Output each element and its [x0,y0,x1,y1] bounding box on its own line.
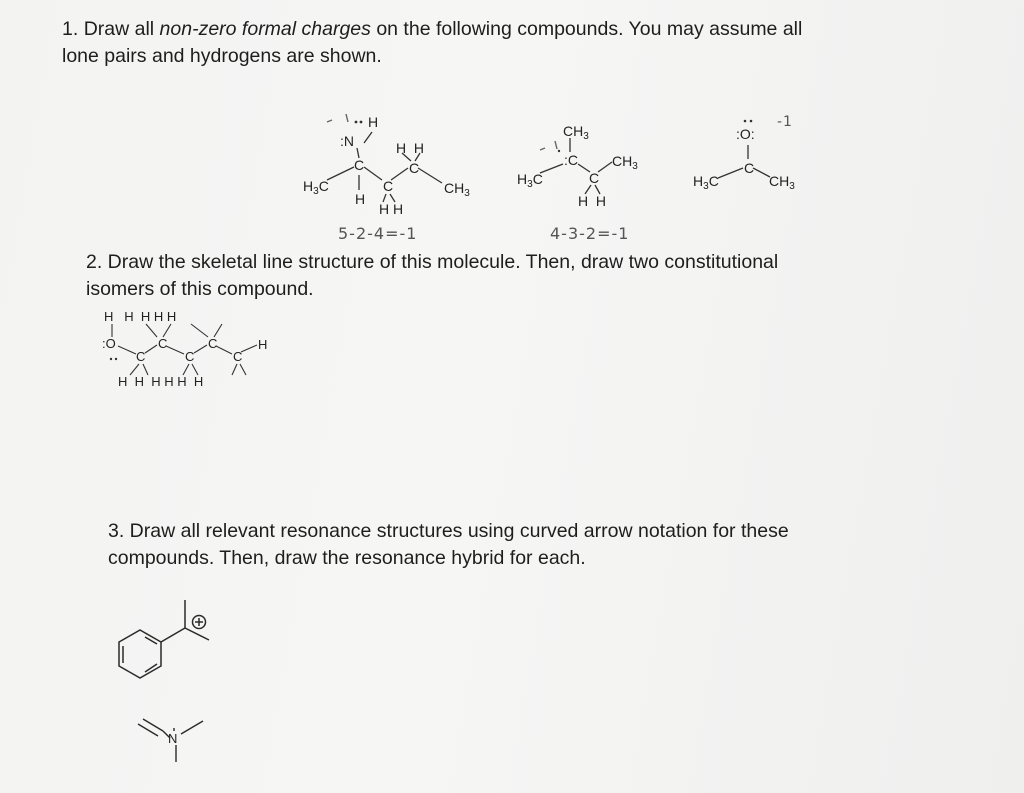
q1-text-post: on the following compounds. You may assume all [370,18,803,40]
q2-line-2: isomers of this compound. [86,278,314,300]
q1-line-2: lone pairs and hydrogens are shown. [62,45,382,67]
m3-oxygen: :O: [736,126,755,142]
m4-top-hydrogens: H H H H H [104,309,177,324]
m1-ch3-label: $CH_3$ [444,180,470,199]
m3-ch3: $CH_3$ [769,173,795,192]
q1-emphasis: non-zero formal charges [159,18,371,40]
m1-h3c-label: $H_3C$ [303,178,329,197]
m1-c3: C [409,160,420,176]
q2-line-1: 2. Draw the skeletal line structure of this molecule. Then, draw two constitutional [86,251,779,273]
m2-c2: C [589,170,600,186]
handwritten-calc-2: 4-3-2=-1 [550,224,630,243]
q1-number: 1. [62,18,79,40]
m2-ch3-right: $CH_3$ [612,153,638,172]
m4-c3: C [185,349,195,364]
m6-nitrogen: N [168,731,178,746]
enamine-structure [138,719,203,762]
benzyl-cation-structure [119,600,209,678]
m1-lower-hh: H H [379,201,404,217]
m1-c2: C [383,178,394,194]
molecule-4-bonds [112,324,257,375]
m4-end-h: H [258,337,268,352]
m4-c1: C [136,349,146,364]
m2-hh: H H [578,193,606,209]
handwritten-lone-pair-marks [327,114,557,150]
m3-carbon: C [744,160,755,176]
m2-ch3-top: $CH_3$ [563,123,589,142]
m4-bottom-hydrogens: H H H H H H [118,374,204,389]
molecule-1-bonds [327,132,442,202]
m4-c5: C [233,349,243,364]
m4-oxygen: :O [102,336,116,351]
m1-lower-h: H [355,191,366,207]
handwritten-calc-1: 5-2-4=-1 [338,224,418,243]
m4-c4: C [208,336,218,351]
molecule-3-bonds [718,145,770,178]
handwritten-charge: -1 [777,114,793,130]
m1-h-pair: H H [396,140,424,156]
m2-h3c: $H_3C$ [517,171,543,190]
m1-n-label: :N [340,133,354,149]
molecule-2-bonds [540,138,612,194]
m4-c2: C [158,336,168,351]
q3-line-1: 3. Draw all relevant resonance structures using curved arrow notation for these [108,520,789,542]
m3-h3c: $H_3C$ [693,173,719,192]
electron-dots [110,120,753,360]
m2-c1: :C [564,152,578,168]
q3-line-2: compounds. Then, draw the resonance hybrid for each. [108,547,586,569]
m1-c1: C [354,157,365,173]
m1-h-label: H [368,114,379,130]
q1-text-pre: Draw all [83,18,160,40]
